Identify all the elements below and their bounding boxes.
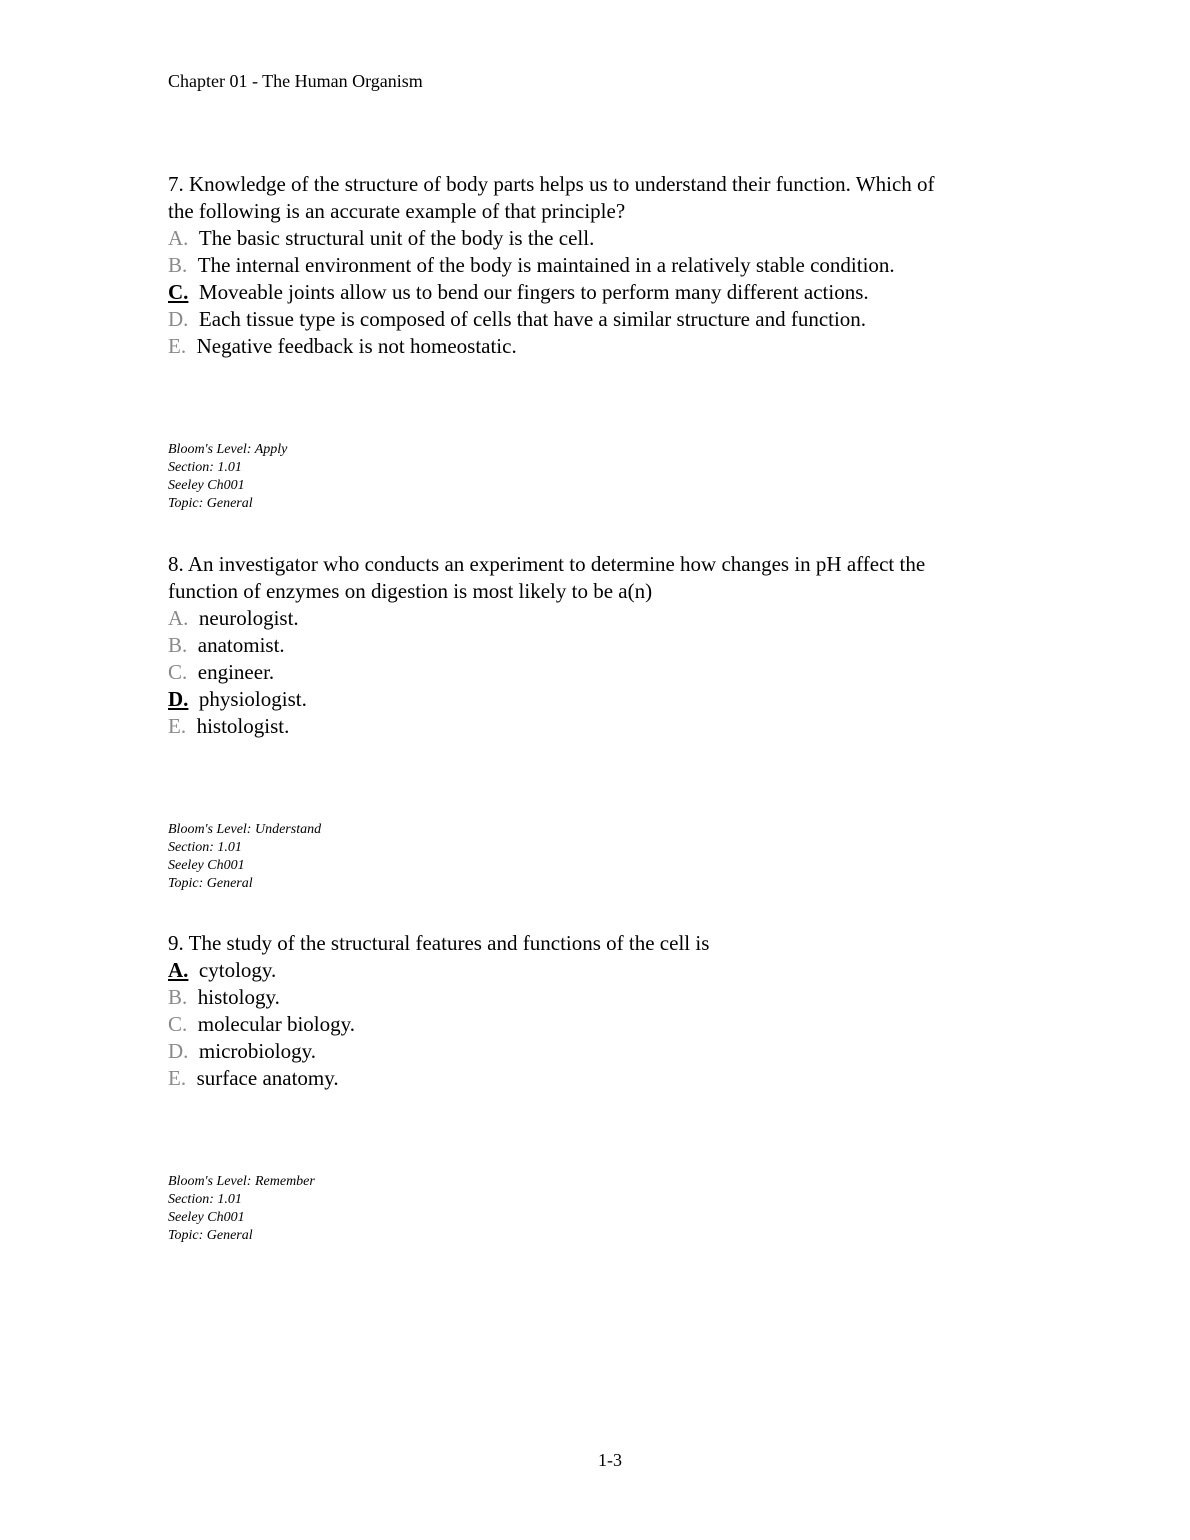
answer-option-a (168, 957, 1048, 984)
option-text: Negative feedback is not homeostatic. (196, 334, 517, 358)
option-letter: B. (168, 985, 188, 1009)
answer-options (168, 605, 1048, 740)
option-letter: C. (168, 1012, 188, 1036)
source-ref: Seeley Ch001 (168, 858, 245, 873)
correct-option-letter: C. (168, 280, 189, 304)
answer-option-b (168, 632, 1048, 659)
running-header: Chapter 01 - The Human Organism (168, 71, 423, 91)
question-9 (168, 930, 1048, 1245)
correct-option-letter: A. (168, 958, 189, 982)
answer-option-d (168, 686, 1048, 713)
question-stem-line: 9. The study of the structural features and functions of the cell is (168, 931, 710, 955)
option-letter: D. (168, 1039, 189, 1063)
answer-option-b (168, 984, 1048, 1011)
answer-option-e (168, 333, 1048, 360)
section-ref: Section: 1.01 (168, 840, 242, 855)
option-text: The basic structural unit of the body is the cell. (198, 226, 595, 250)
option-text: physiologist. (198, 687, 307, 711)
question-stem (168, 171, 1048, 225)
topic-ref: Topic: General (168, 876, 253, 891)
blooms-level: Bloom's Level: Apply (168, 442, 288, 457)
answer-option-b (168, 252, 1048, 279)
answer-options (168, 957, 1048, 1092)
option-text: microbiology. (198, 1039, 316, 1063)
answer-option-e (168, 1065, 1048, 1092)
option-text: anatomist. (197, 633, 285, 657)
question-stem (168, 930, 1048, 957)
option-text: molecular biology. (197, 1012, 356, 1036)
option-text: Each tissue type is composed of cells that have a similar structure and function. (198, 307, 867, 331)
option-letter: C. (168, 660, 188, 684)
option-text: histologist. (196, 714, 290, 738)
section-ref: Section: 1.01 (168, 460, 242, 475)
answer-option-c (168, 1011, 1048, 1038)
correct-option-letter: D. (168, 687, 189, 711)
answer-option-d (168, 306, 1048, 333)
topic-ref: Topic: General (168, 496, 253, 511)
question-stem-line: function of enzymes on digestion is most likely to be a(n) (168, 579, 653, 603)
page-number: 1-3 (598, 1450, 622, 1470)
question-metadata (168, 821, 1048, 893)
question-metadata (168, 441, 1048, 513)
question-stem-line: the following is an accurate example of that principle? (168, 199, 626, 223)
section-ref: Section: 1.01 (168, 1192, 242, 1207)
answer-option-c (168, 659, 1048, 686)
option-letter: B. (168, 633, 188, 657)
option-letter: E. (168, 334, 187, 358)
topic-ref: Topic: General (168, 1228, 253, 1243)
source-ref: Seeley Ch001 (168, 1210, 245, 1225)
question-7 (168, 171, 1048, 513)
option-letter: A. (168, 226, 189, 250)
question-metadata (168, 1173, 1048, 1245)
answer-option-c (168, 279, 1048, 306)
answer-option-e (168, 713, 1048, 740)
option-text: Moveable joints allow us to bend our fingers to perform many different actions. (198, 280, 869, 304)
option-letter: D. (168, 307, 189, 331)
option-letter: B. (168, 253, 188, 277)
blooms-level: Bloom's Level: Understand (168, 822, 322, 837)
answer-option-a (168, 605, 1048, 632)
source-ref: Seeley Ch001 (168, 478, 245, 493)
option-text: engineer. (197, 660, 275, 684)
question-stem (168, 551, 1048, 605)
option-letter: A. (168, 606, 189, 630)
option-text: surface anatomy. (196, 1066, 339, 1090)
option-text: cytology. (198, 958, 277, 982)
answer-option-d (168, 1038, 1048, 1065)
answer-option-a (168, 225, 1048, 252)
question-stem-line: 7. Knowledge of the structure of body parts helps us to understand their function. Which of (168, 172, 935, 196)
question-8 (168, 551, 1048, 893)
option-text: neurologist. (198, 606, 299, 630)
blooms-level: Bloom's Level: Remember (168, 1174, 315, 1189)
option-letter: E. (168, 1066, 187, 1090)
option-letter: E. (168, 714, 187, 738)
option-text: The internal environment of the body is maintained in a relatively stable condition. (197, 253, 895, 277)
question-stem-line: 8. An investigator who conducts an experiment to determine how changes in pH affect the (168, 552, 926, 576)
option-text: histology. (197, 985, 280, 1009)
answer-options (168, 225, 1048, 360)
